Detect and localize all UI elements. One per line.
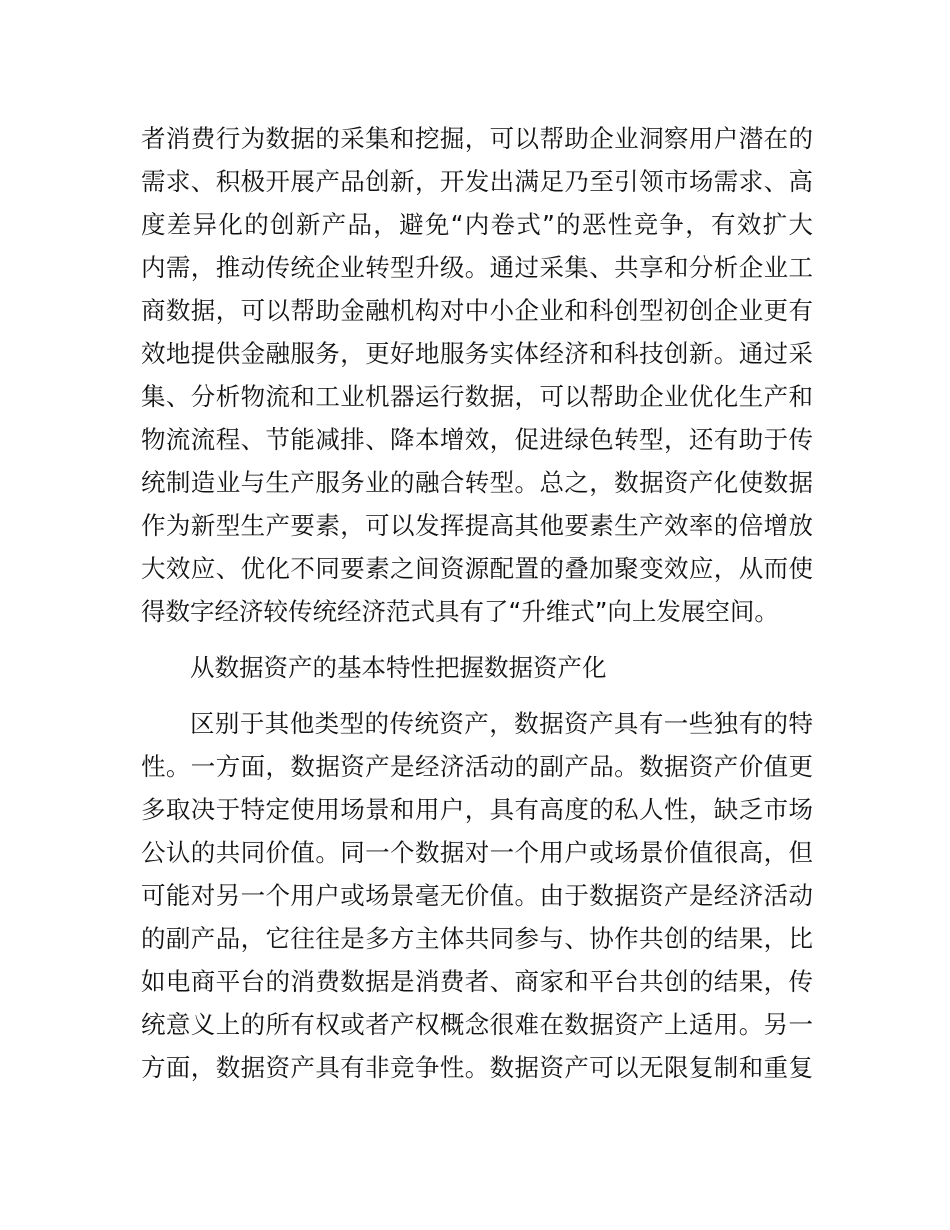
paragraph-2-line-6: 的副产品，它往往是多方主体共同参与、协作共创的结果，比 <box>141 924 813 953</box>
paragraph-1-line-5: 商数据，可以帮助金融机构对中小企业和科创型初创企业更有 <box>141 296 813 325</box>
paragraph-1-line-3: 度差异化的创新产品，避免“内卷式”的恶性竞争，有效扩大 <box>141 210 813 239</box>
paragraph-2-line-4: 公认的共同价值。同一个数据对一个用户或场景价值很高，但 <box>141 838 813 867</box>
paragraph-1-line-9: 统制造业与生产服务业的融合转型。总之，数据资产化使数据 <box>141 468 813 497</box>
section-heading: 从数据资产的基本特性把握数据资产化 <box>190 653 607 682</box>
paragraph-2-line-3: 多取决于特定使用场景和用户，具有高度的私人性，缺乏市场 <box>141 795 813 824</box>
paragraph-2-line-7: 如电商平台的消费数据是消费者、商家和平台共创的结果，传 <box>141 967 813 996</box>
paragraph-2-line-8: 统意义上的所有权或者产权概念很难在数据资产上适用。另一 <box>141 1010 813 1039</box>
paragraph-1-line-11: 大效应、优化不同要素之间资源配置的叠加聚变效应，从而使 <box>141 554 813 583</box>
paragraph-2-line-5: 可能对另一个用户或场景毫无价值。由于数据资产是经济活动 <box>141 881 813 910</box>
paragraph-1-line-10: 作为新型生产要素，可以发挥提高其他要素生产效率的倍增放 <box>141 511 813 540</box>
paragraph-1-line-4: 内需，推动传统企业转型升级。通过采集、共享和分析企业工 <box>141 253 813 282</box>
paragraph-2-line-1: 区别于其他类型的传统资产，数据资产具有一些独有的特 <box>190 709 813 738</box>
paragraph-1-line-1: 者消费行为数据的采集和挖掘，可以帮助企业洞察用户潜在的 <box>141 124 813 153</box>
paragraph-1-line-8: 物流流程、节能减排、降本增效，促进绿色转型，还有助于传 <box>141 425 813 454</box>
paragraph-1-line-12: 得数字经济较传统经济范式具有了“升维式”向上发展空间。 <box>141 597 779 626</box>
paragraph-1-line-7: 集、分析物流和工业机器运行数据，可以帮助企业优化生产和 <box>141 382 813 411</box>
paragraph-2-line-2: 性。一方面，数据资产是经济活动的副产品。数据资产价值更 <box>141 752 813 781</box>
paragraph-1-line-6: 效地提供金融服务，更好地服务实体经济和科技创新。通过采 <box>141 339 813 368</box>
paragraph-1-line-2: 需求、积极开展产品创新，开发出满足乃至引领市场需求、高 <box>141 167 813 196</box>
paragraph-2-line-9: 方面，数据资产具有非竞争性。数据资产可以无限复制和重复 <box>141 1053 813 1082</box>
